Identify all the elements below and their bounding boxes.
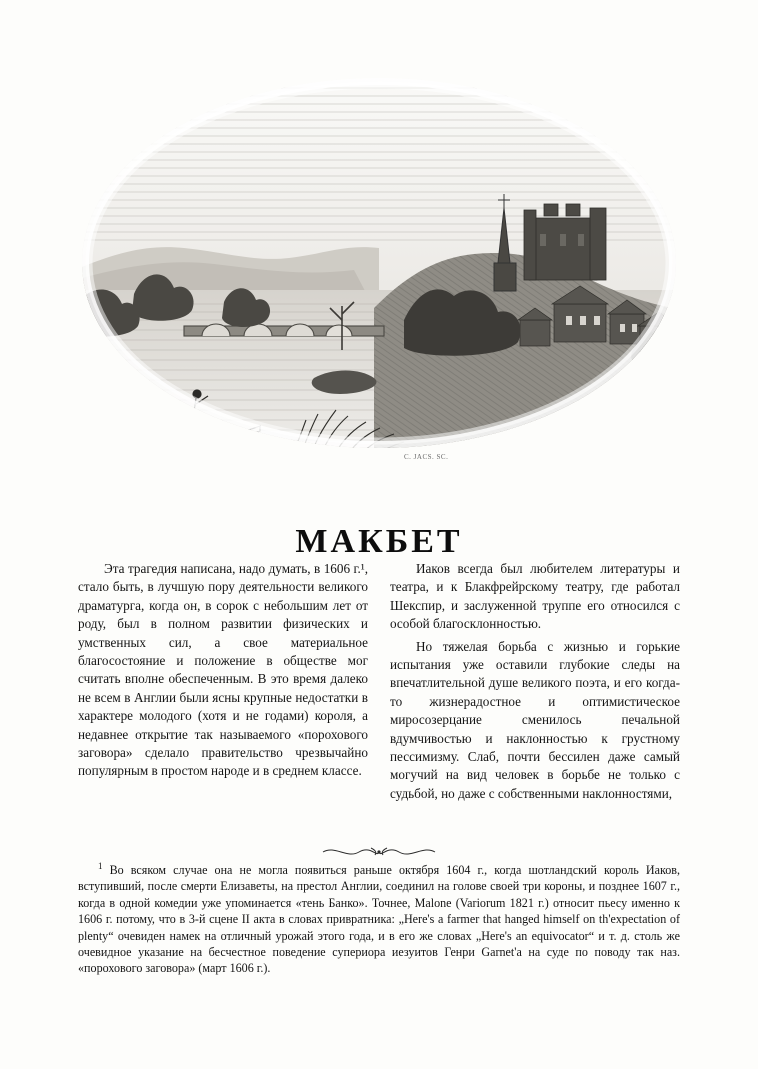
column-right	[390, 560, 680, 803]
paragraph: Но тяжелая борьба с жизнью и горькие испытания уже оставили глубокие следы на впечатлительной душе великого поэта, и его когда-то жизнерадостное и оптимистическое миросозерцание сменилось печальной вдумчивостью и наклонностью к грустному пессимизму. Слаб, почти бессилен даже самый могучий на вид человек в борьбе не только с судьбой, но даже с собственными наклонностями,	[390, 638, 680, 801]
illustration-figure	[74, 58, 684, 488]
footnote-text: Во всяком случае она не могла появиться раньше октября 1604 г., когда шотландский король Иаков, вступивший, после смерти Елизаветы, на престол Англии, соединил на голове своей три короны, и позднее 1607 г., когда в одной комедии уже упоминается «тень Банко». Точнее, Malone (Variorum 1821 г.) относит пьесу именно к 1606 г. потому, что в 3-й сцене II акта в словах привратника: „Here's a farmer that hanged himself on th'expectation of plenty“ очевиден намек на отличный урожай этого года, и в его же словах „Here's an equivocator“ и т. д. столь же очевидное указание на бесчестное поведение супериора иезуитов Генри Garnet'a на суде по поводу так наз. «порохового заговора» (март 1606 г.).	[78, 863, 680, 976]
page-title: МАКБЕТ	[295, 522, 463, 560]
paragraph: Иаков всегда был любителем литературы и театра, и к Блакфрейрскому театру, где работал Шекспир, и заслуженной труппе его относился с особой благосклонностью.	[390, 561, 680, 632]
paragraph: Эта трагедия написана, надо думать, в 1606 г.¹, стало быть, в лучшую пору деятельности великого драматурга, когда он, в сорок с небольшим лет от роду, был в полном развитии физических и умственных сил, а свое материальное благосостояние и положение в обществе мог считать вполне обеспеченным. В это время далеко не всем в Англии были ясны крупные недостатки в характере молодого (хотя и не годами) короля, а недавнее открытие так называемого «порохового заговора» сделало правительство чрезвычайно популярным в простом народе и в среднем классе.	[78, 561, 368, 779]
engraving-signature: C. JACS. SC.	[404, 453, 449, 461]
river-landscape-with-castle-engraving	[74, 58, 684, 478]
footnote	[78, 862, 680, 977]
column-left	[78, 560, 368, 803]
footnote-marker: 1	[98, 860, 103, 871]
ornament-divider	[0, 843, 758, 860]
body-columns	[78, 560, 680, 803]
